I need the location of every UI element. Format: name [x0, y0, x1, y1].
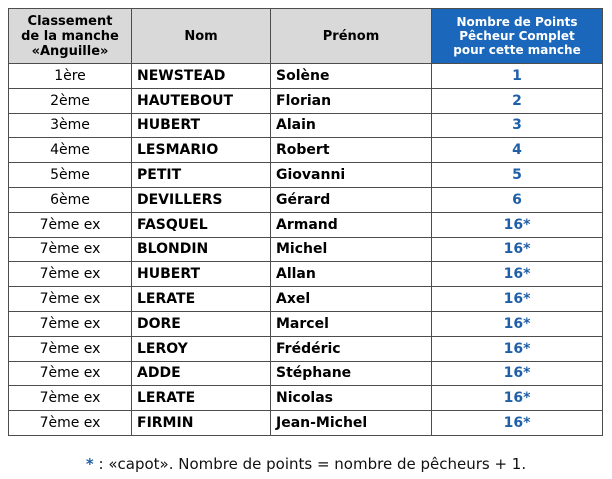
- prenom-cell: Florian: [271, 88, 432, 113]
- nom-cell: PETIT: [132, 163, 271, 188]
- points-header-line: pour cette manche: [453, 43, 581, 57]
- points-cell: 16*: [432, 386, 603, 411]
- footnote-text: : «capot». Nombre de points = nombre de pêcheurs + 1.: [93, 455, 527, 473]
- points-cell: 4: [432, 138, 603, 163]
- prenom-cell: Axel: [271, 287, 432, 312]
- rank-cell: 4ème: [9, 138, 132, 163]
- nom-cell: FASQUEL: [132, 212, 271, 237]
- rank-cell: 3ème: [9, 113, 132, 138]
- table-row: [9, 163, 603, 188]
- rank-cell: 7ème ex: [9, 311, 132, 336]
- rank-cell: 2ème: [9, 88, 132, 113]
- points-cell: 6: [432, 187, 603, 212]
- nom-cell: BLONDIN: [132, 237, 271, 262]
- prenom-cell: Stéphane: [271, 361, 432, 386]
- points-header-line: Nombre de Points: [456, 15, 578, 29]
- points-cell: 16*: [432, 237, 603, 262]
- nom-cell: DEVILLERS: [132, 187, 271, 212]
- prenom-cell: Marcel: [271, 311, 432, 336]
- nom-cell: FIRMIN: [132, 411, 271, 436]
- points-cell: 16*: [432, 262, 603, 287]
- table-row: [9, 113, 603, 138]
- table-row: [9, 311, 603, 336]
- table-row: [9, 262, 603, 287]
- points-cell: 3: [432, 113, 603, 138]
- prenom-cell: Alain: [271, 113, 432, 138]
- points-cell: 16*: [432, 336, 603, 361]
- prenom-cell: Michel: [271, 237, 432, 262]
- rank-cell: 7ème ex: [9, 237, 132, 262]
- rank-cell: 7ème ex: [9, 411, 132, 436]
- nom-cell: HAUTEBOUT: [132, 88, 271, 113]
- table-row: [9, 361, 603, 386]
- points-cell: 16*: [432, 361, 603, 386]
- table-row: [9, 336, 603, 361]
- table-row: [9, 138, 603, 163]
- nom-cell: LERATE: [132, 386, 271, 411]
- table-row: [9, 212, 603, 237]
- nom-cell: LESMARIO: [132, 138, 271, 163]
- prenom-cell: Nicolas: [271, 386, 432, 411]
- rank-header-line: «Anguille»: [31, 43, 109, 59]
- rank-cell: 7ème ex: [9, 336, 132, 361]
- nom-cell: ADDE: [132, 361, 271, 386]
- table-header: [9, 9, 603, 64]
- rank-header-line: Classement: [27, 13, 113, 29]
- table-row: [9, 237, 603, 262]
- rank-cell: 7ème ex: [9, 212, 132, 237]
- prenom-cell: Armand: [271, 212, 432, 237]
- table-row: [9, 88, 603, 113]
- points-cell: 1: [432, 64, 603, 89]
- table-row: [9, 64, 603, 89]
- ranking-table: [8, 8, 603, 436]
- rank-cell: 6ème: [9, 187, 132, 212]
- table-row: [9, 187, 603, 212]
- prenom-cell: Frédéric: [271, 336, 432, 361]
- footnote: [0, 455, 612, 473]
- prenom-cell: Jean-Michel: [271, 411, 432, 436]
- rank-cell: 7ème ex: [9, 361, 132, 386]
- points-cell: 5: [432, 163, 603, 188]
- points-cell: 16*: [432, 411, 603, 436]
- table-row: [9, 411, 603, 436]
- points-column-header: [432, 9, 603, 64]
- nom-cell: HUBERT: [132, 262, 271, 287]
- points-cell: 2: [432, 88, 603, 113]
- rank-cell: 7ème ex: [9, 262, 132, 287]
- points-cell: 16*: [432, 287, 603, 312]
- points-header-line: Pêcheur Complet: [459, 29, 575, 43]
- rank-header-line: de la manche: [21, 28, 119, 44]
- header-row: [9, 9, 603, 64]
- table-body: [9, 64, 603, 436]
- prenom-cell: Solène: [271, 64, 432, 89]
- table-row: [9, 287, 603, 312]
- prenom-cell: Giovanni: [271, 163, 432, 188]
- nom-cell: LEROY: [132, 336, 271, 361]
- prenom-column-header: Prénom: [271, 9, 432, 64]
- nom-cell: DORE: [132, 311, 271, 336]
- rank-column-header: [9, 9, 132, 64]
- rank-cell: 7ème ex: [9, 386, 132, 411]
- nom-cell: LERATE: [132, 287, 271, 312]
- prenom-cell: Gérard: [271, 187, 432, 212]
- points-cell: 16*: [432, 311, 603, 336]
- rank-cell: 7ème ex: [9, 287, 132, 312]
- nom-cell: HUBERT: [132, 113, 271, 138]
- nom-cell: NEWSTEAD: [132, 64, 271, 89]
- rank-cell: 1ère: [9, 64, 132, 89]
- table-row: [9, 386, 603, 411]
- nom-column-header: Nom: [132, 9, 271, 64]
- points-cell: 16*: [432, 212, 603, 237]
- prenom-cell: Robert: [271, 138, 432, 163]
- footnote-star: *: [85, 455, 94, 473]
- prenom-cell: Allan: [271, 262, 432, 287]
- rank-cell: 5ème: [9, 163, 132, 188]
